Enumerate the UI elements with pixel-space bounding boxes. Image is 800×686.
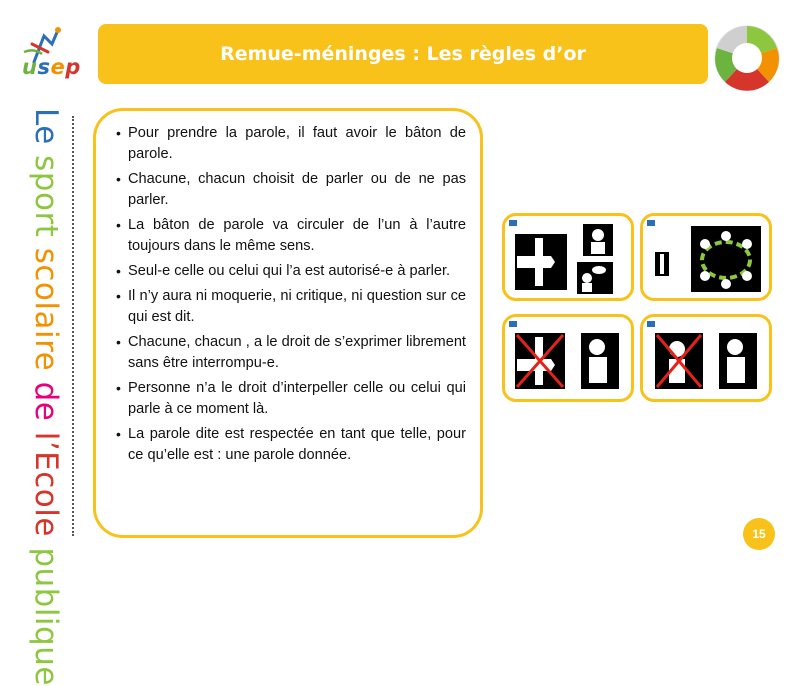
- usep-wordmark: usep: [22, 55, 81, 79]
- rule-item: • Il n’y aura ni moquerie, ni critique, ni question sur ce qui est dit.: [116, 286, 466, 328]
- talking-stick-pictogram: [502, 213, 634, 301]
- rules-box: [93, 108, 483, 538]
- rule-item: • Personne n’a le droit d’interpeller celle ou celui qui parle à ce moment là.: [116, 378, 466, 420]
- page-number-badge: 15: [743, 518, 775, 550]
- rule-item: • Seul-e celle ou celui qui l’a est autorisé-e à parler.: [116, 261, 466, 282]
- rules-list: [96, 111, 480, 466]
- rule-item: • Pour prendre la parole, il faut avoir le bâton de parole.: [116, 123, 466, 165]
- rule-item: • La parole dite est respectée en tant que telle, pour ce qu’elle est : une parole donnée.: [116, 424, 466, 466]
- rule-item: • Chacune, chacun choisit de parler ou de ne pas parler.: [116, 169, 466, 211]
- circle-passing-pictogram: [640, 213, 772, 301]
- vertical-tagline: Le sport scolaire de l’Ecole publique: [28, 108, 64, 686]
- no-interrupt-pictogram: [640, 314, 772, 402]
- rule-item: • Chacune, chacun , a le droit de s’exprimer librement sans être interrompu-e.: [116, 332, 466, 374]
- dotted-divider: [72, 116, 74, 536]
- no-grab-pictogram: [502, 314, 634, 402]
- title-banner: [98, 24, 708, 84]
- rule-item: • La bâton de parole va circuler de l’un à l’autre toujours dans le même sens.: [116, 215, 466, 257]
- page-title: Remue-méninges : Les règles d’or: [220, 43, 586, 65]
- activity-wheel-graphic: [713, 24, 781, 92]
